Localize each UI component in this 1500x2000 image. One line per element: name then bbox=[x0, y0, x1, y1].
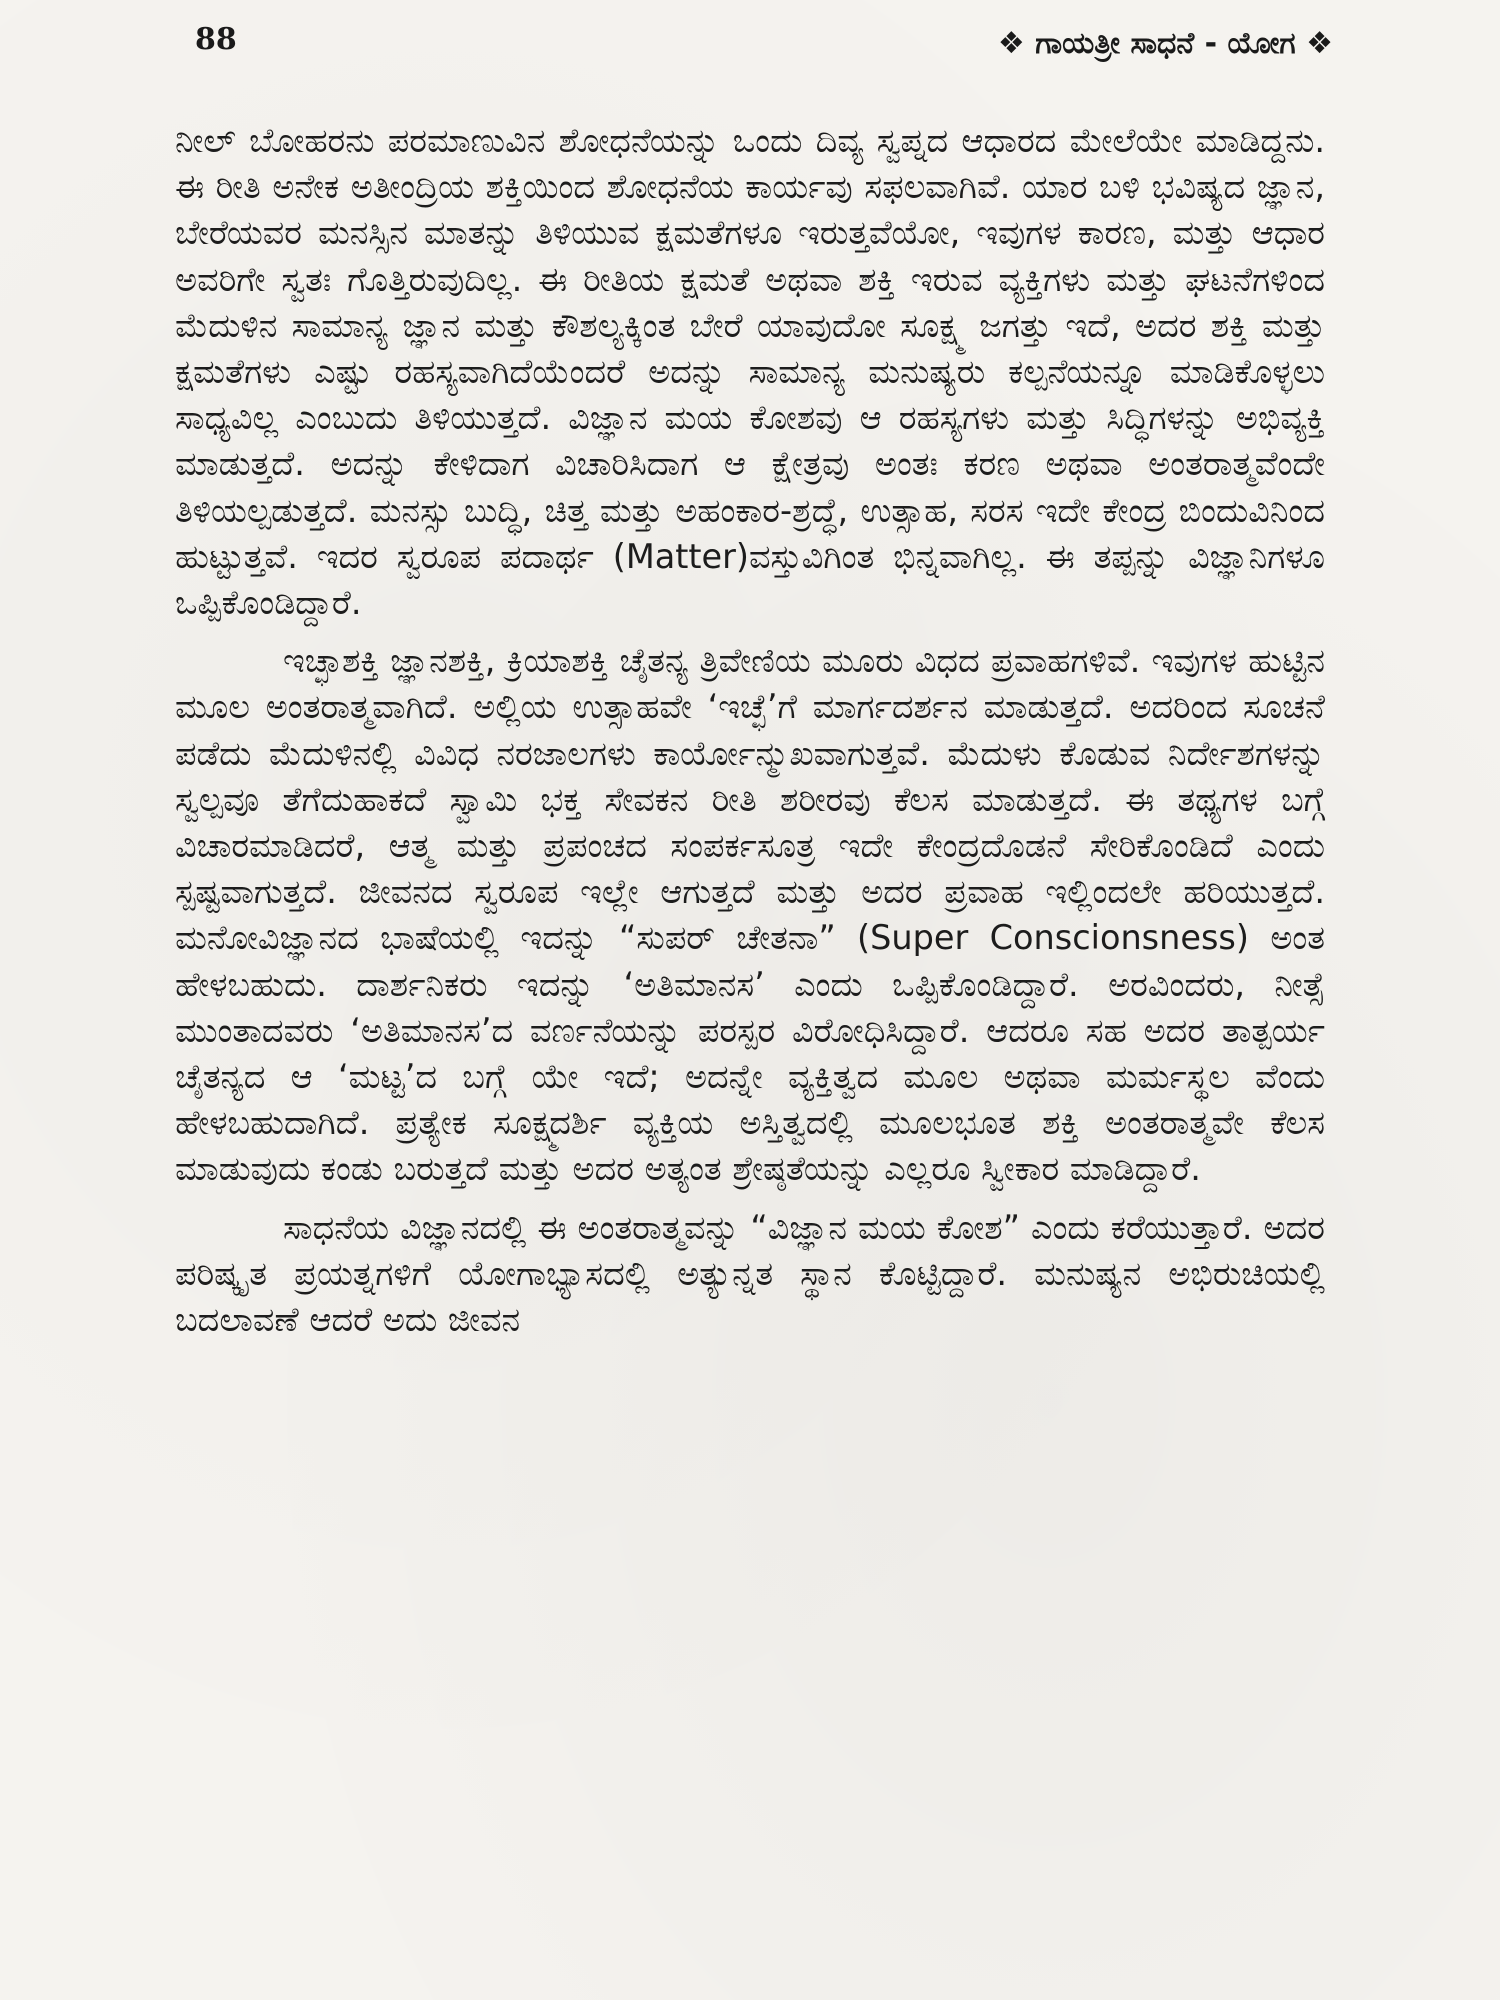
paragraph-1: ನೀಲ್ ಬೋಹರನು ಪರಮಾಣುವಿನ ಶೋಧನೆಯನ್ನು ಒಂದು ದಿವ್ಯ ಸ್ವಪ್ನದ ಆಧಾರದ ಮೇಲೆಯೇ ಮಾಡಿದ್ದನು. ಈ ರೀತಿ ಅನೇಕ ಅತೀಂದ್ರಿಯ ಶಕ್ತಿಯಿಂದ ಶೋಧನೆಯ ಕಾರ್ಯವು ಸಫಲವಾಗಿವೆ. ಯಾರ ಬಳಿ ಭವಿಷ್ಯದ ಜ್ಞಾನ, ಬೇರೆಯವರ ಮನಸ್ಸಿನ ಮಾತನ್ನು ತಿಳಿಯುವ ಕ್ಷಮತೆಗಳೂ ಇರುತ್ತವೆಯೋ, ಇವುಗಳ ಕಾರಣ, ಮತ್ತು ಆಧಾರ ಅವರಿಗೇ ಸ್ವತಃ ಗೊತ್ತಿರುವುದಿಲ್ಲ. ಈ ರೀತಿಯ ಕ್ಷಮತೆ ಅಥವಾ ಶಕ್ತಿ ಇರುವ ವ್ಯಕ್ತಿಗಳು ಮತ್ತು ಘಟನೆಗಳಿಂದ ಮೆದುಳಿನ ಸಾಮಾನ್ಯ ಜ್ಞಾನ ಮತ್ತು ಕೌಶಲ್ಯಕ್ಕಿಂತ ಬೇರೆ ಯಾವುದೋ ಸೂಕ್ಷ್ಮ ಜಗತ್ತು ಇದೆ, ಅದರ ಶಕ್ತಿ ಮತ್ತು ಕ್ಷಮತೆಗಳು ಎಷ್ಟು ರಹಸ್ಯವಾಗಿದೆಯೆಂದರೆ ಅದನ್ನು ಸಾಮಾನ್ಯ ಮನುಷ್ಯರು ಕಲ್ಪನೆಯನ್ನೂ ಮಾಡಿಕೊಳ್ಳಲು ಸಾಧ್ಯವಿಲ್ಲ ಎಂಬುದು ತಿಳಿಯುತ್ತದೆ. ವಿಜ್ಞಾನ ಮಯ ಕೋಶವು ಆ ರಹಸ್ಯಗಳು ಮತ್ತು ಸಿದ್ಧಿಗಳನ್ನು ಅಭಿವ್ಯಕ್ತಿ ಮಾಡುತ್ತದೆ. ಅದನ್ನು ಕೇಳಿದಾಗ ವಿಚಾರಿಸಿದಾಗ ಆ ಕ್ಷೇತ್ರವು ಅಂತಃ ಕರಣ ಅಥವಾ ಅಂತರಾತ್ಮವೆಂದೇ ತಿಳಿಯಲ್ಪಡುತ್ತದೆ. ಮನಸ್ಸು ಬುದ್ಧಿ, ಚಿತ್ತ ಮತ್ತು ಅಹಂಕಾರ-ಶ್ರದ್ಧೆ, ಉತ್ಸಾಹ, ಸರಸ ಇದೇ ಕೇಂದ್ರ ಬಿಂದುವಿನಿಂದ ಹುಟ್ಟುತ್ತವೆ. ಇದರ ಸ್ವರೂಪ ಪದಾರ್ಥ (Matter)ವಸ್ತುವಿಗಿಂತ ಭಿನ್ನವಾಗಿಲ್ಲ. ಈ ತಪ್ಪನ್ನು ವಿಜ್ಞಾನಿಗಳೂ ಒಪ್ಪಿಕೊಂಡಿದ್ದಾರೆ. bbox=[175, 121, 1325, 623]
paragraph-2: ಇಚ್ಛಾಶಕ್ತಿ ಜ್ಞಾನಶಕ್ತಿ, ಕ್ರಿಯಾಶಕ್ತಿ ಚೈತನ್ಯ ತ್ರಿವೇಣಿಯ ಮೂರು ವಿಧದ ಪ್ರವಾಹಗಳಿವೆ. ಇವುಗಳ ಹುಟ್ಟಿನ ಮೂಲ ಅಂತರಾತ್ಮವಾಗಿದೆ. ಅಲ್ಲಿಯ ಉತ್ಸಾಹವೇ ‘ಇಚ್ಛೆ’ಗೆ ಮಾರ್ಗದರ್ಶನ ಮಾಡುತ್ತದೆ. ಅದರಿಂದ ಸೂಚನೆ ಪಡೆದು ಮೆದುಳಿನಲ್ಲಿ ವಿವಿಧ ನರಜಾಲಗಳು ಕಾರ್ಯೋನ್ಮುಖವಾಗುತ್ತವೆ. ಮೆದುಳು ಕೊಡುವ ನಿರ್ದೇಶಗಳನ್ನು ಸ್ವಲ್ಪವೂ ತೆಗೆದುಹಾಕದೆ ಸ್ವಾಮಿ ಭಕ್ತ ಸೇವಕನ ರೀತಿ ಶರೀರವು ಕೆಲಸ ಮಾಡುತ್ತದೆ. ಈ ತಥ್ಯಗಳ ಬಗ್ಗೆ ವಿಚಾರಮಾಡಿದರೆ, ಆತ್ಮ ಮತ್ತು ಪ್ರಪಂಚದ ಸಂಪರ್ಕಸೂತ್ರ ಇದೇ ಕೇಂದ್ರದೊಡನೆ ಸೇರಿಕೊಂಡಿದೆ ಎಂದು ಸ್ಪಷ್ಟವಾಗುತ್ತದೆ. ಜೀವನದ ಸ್ವರೂಪ ಇಲ್ಲೇ ಆಗುತ್ತದೆ ಮತ್ತು ಅದರ ಪ್ರವಾಹ ಇಲ್ಲಿಂದಲೇ ಹರಿಯುತ್ತದೆ. ಮನೋವಿಜ್ಞಾನದ ಭಾಷೆಯಲ್ಲಿ ಇದನ್ನು “ಸುಪರ್ ಚೇತನಾ” (Super Conscionsness) ಅಂತ ಹೇಳಬಹುದು. ದಾರ್ಶನಿಕರು ಇದನ್ನು ‘ಅತಿಮಾನಸ’ ಎಂದು ಒಪ್ಪಿಕೊಂಡಿದ್ದಾರೆ. ಅರವಿಂದರು, ನೀತ್ಸೆ ಮುಂತಾದವರು ‘ಅತಿಮಾನಸ’ದ ವರ್ಣನೆಯನ್ನು ಪರಸ್ಪರ ವಿರೋಧಿಸಿದ್ದಾರೆ. ಆದರೂ ಸಹ ಅದರ ತಾತ್ಪರ್ಯ ಚೈತನ್ಯದ ಆ ‘ಮಟ್ಟ’ದ ಬಗ್ಗೆ ಯೇ ಇದೆ; ಅದನ್ನೇ ವ್ಯಕ್ತಿತ್ವದ ಮೂಲ ಅಥವಾ ಮರ್ಮಸ್ಥಲ ವೆಂದು ಹೇಳಬಹುದಾಗಿದೆ. ಪ್ರತ್ಯೇಕ ಸೂಕ್ಷ್ಮದರ್ಶಿ ವ್ಯಕ್ತಿಯ ಅಸ್ತಿತ್ವದಲ್ಲಿ ಮೂಲಭೂತ ಶಕ್ತಿ ಅಂತರಾತ್ಮವೇ ಕೆಲಸ ಮಾಡುವುದು ಕಂಡು ಬರುತ್ತದೆ ಮತ್ತು ಅದರ ಅತ್ಯಂತ ಶ್ರೇಷ್ಠತೆಯನ್ನು ಎಲ್ಲರೂ ಸ್ವೀಕಾರ ಮಾಡಿದ್ದಾರೆ. bbox=[175, 641, 1325, 1189]
paragraph-3: ಸಾಧನೆಯ ವಿಜ್ಞಾನದಲ್ಲಿ ಈ ಅಂತರಾತ್ಮವನ್ನು “ವಿಜ್ಞಾನ ಮಯ ಕೋಶ” ಎಂದು ಕರೆಯುತ್ತಾರೆ. ಅದರ ಪರಿಷ್ಕೃತ ಪ್ರಯತ್ನಗಳಿಗೆ ಯೋಗಾಭ್ಯಾಸದಲ್ಲಿ ಅತ್ಯುನ್ನತ ಸ್ಥಾನ ಕೊಟ್ಟಿದ್ದಾರೆ. ಮನುಷ್ಯನ ಅಭಿರುಚಿಯಲ್ಲಿ ಬದಲಾವಣೆ ಆದರೆ ಅದು ಜೀವನ bbox=[175, 1207, 1325, 1340]
page-header bbox=[175, 18, 1333, 76]
running-head-title: ❖ ಗಾಯತ್ರೀ ಸಾಧನೆ - ಯೋಗ ❖ bbox=[997, 26, 1333, 61]
page-number: 88 bbox=[195, 22, 237, 57]
body-text bbox=[175, 118, 1325, 1355]
